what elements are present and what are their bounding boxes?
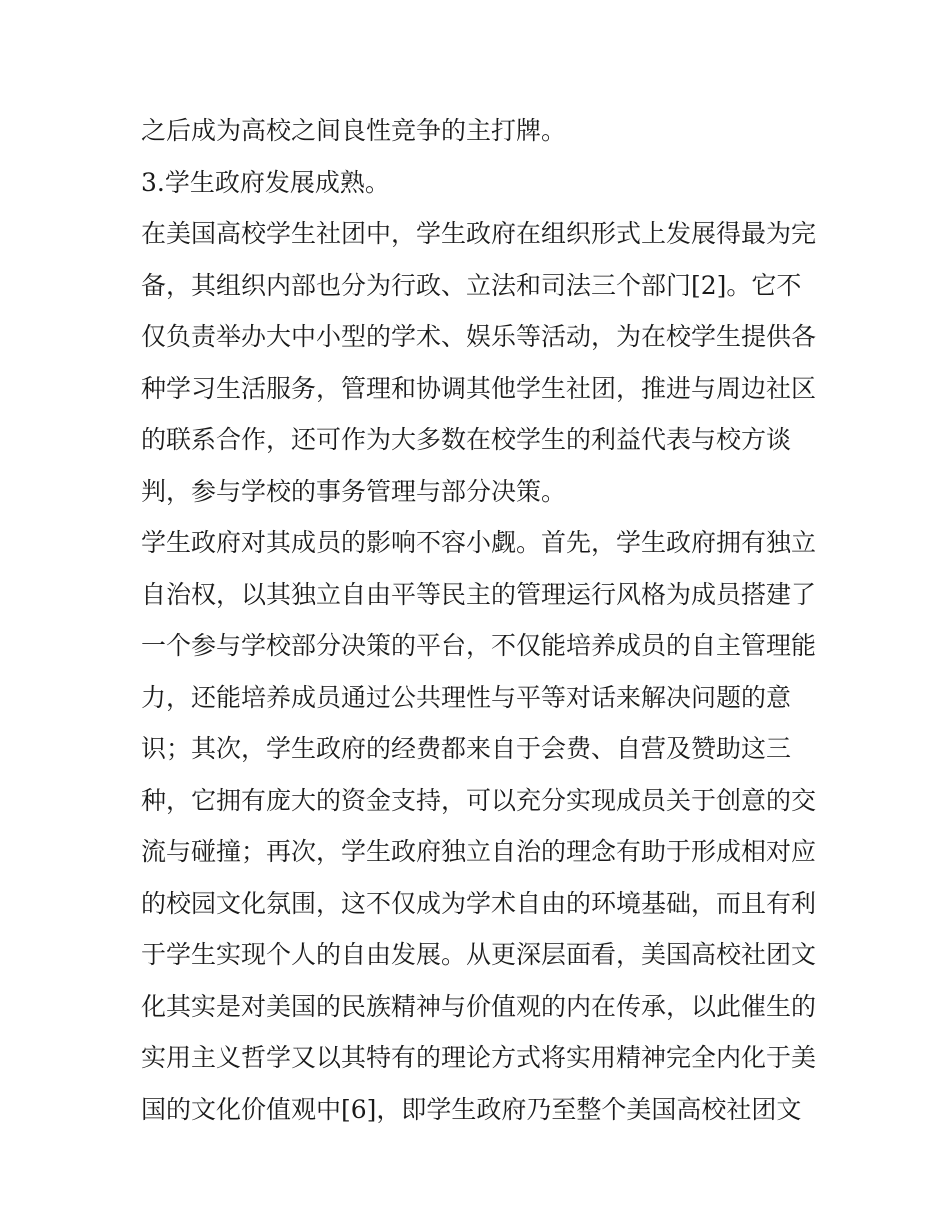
text-line: 力，还能培养成员通过公共理性与平等对话来解决问题的意 <box>141 682 792 712</box>
text-line: 国的文化价值观中[6]，即学生政府乃至整个美国高校社团文 <box>141 1094 802 1124</box>
text-line: 自治权，以其独立自由平等民主的管理运行风格为成员搭建了 <box>141 579 817 609</box>
text-line: 仅负责举办大中小型的学术、娱乐等活动，为在校学生提供各 <box>141 322 817 351</box>
text-line: 的校园文化氛围，这不仅成为学术自由的环境基础，而且有利 <box>141 888 817 918</box>
text-line: 识；其次，学生政府的经费都来自于会费、自营及赞助这三 <box>141 734 792 763</box>
body-text <box>141 105 821 1135</box>
text-line: 备，其组织内部也分为行政、立法和司法三个部门[2]。它不 <box>141 270 802 300</box>
text-line: 判，参与学校的事务管理与部分决策。 <box>141 476 567 506</box>
text-line: 在美国高校学生社团中，学生政府在组织形式上发展得最为完 <box>141 219 817 248</box>
text-line: 的联系合作，还可作为大多数在校学生的利益代表与校方谈 <box>141 425 792 454</box>
text-line: 流与碰撞；再次，学生政府独立自治的理念有助于形成相对应 <box>141 837 817 866</box>
text-line: 种学习生活服务，管理和协调其他学生社团，推进与周边社区 <box>141 373 817 403</box>
text-line: 之后成为高校之间良性竞争的主打牌。 <box>141 116 567 145</box>
text-line: 一个参与学校部分决策的平台，不仅能培养成员的自主管理能 <box>141 631 817 660</box>
text-line: 实用主义哲学又以其特有的理论方式将实用精神完全内化于美 <box>141 1043 817 1072</box>
text-line: 化其实是对美国的民族精神与价值观的内在传承，以此催生的 <box>141 991 817 1021</box>
text-line: 种，它拥有庞大的资金支持，可以充分实现成员关于创意的交 <box>141 785 817 815</box>
text-line: 于学生实现个人的自由发展。从更深层面看，美国高校社团文 <box>141 940 817 969</box>
section-heading: 3.学生政府发展成熟。 <box>141 167 390 197</box>
text-line: 学生政府对其成员的影响不容小觑。首先，学生政府拥有独立 <box>141 528 817 557</box>
